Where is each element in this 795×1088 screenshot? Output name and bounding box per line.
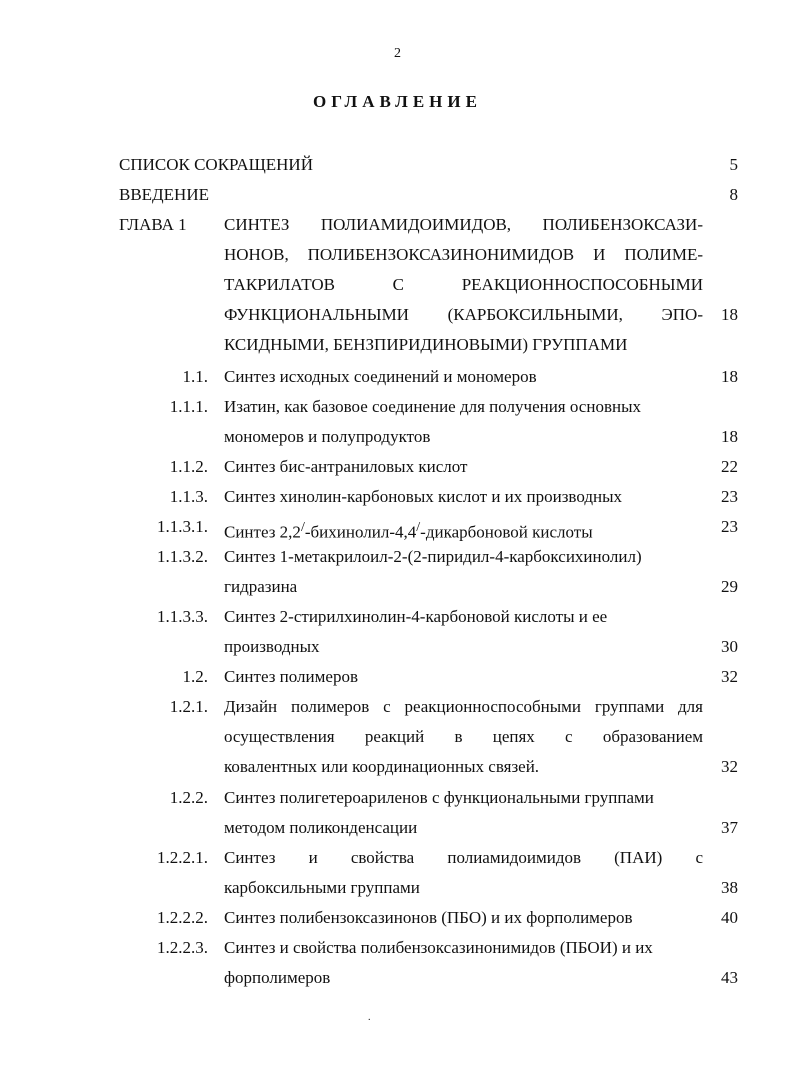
toc-section-page: 38: [721, 878, 738, 897]
toc-chapter1-line[interactable]: НОНОВ, ПОЛИБЕНЗОКСАЗИНОНИМИДОВ И ПОЛИМЕ-: [224, 245, 703, 264]
page-title: ОГЛАВЛЕНИЕ: [313, 92, 482, 111]
toc-section-number: 1.2.2.3.: [157, 938, 208, 957]
toc-section-text[interactable]: мономеров и полупродуктов: [224, 427, 431, 446]
toc-section-text[interactable]: Синтез полибензоксазинонов (ПБО) и их форполимеров: [224, 908, 633, 927]
toc-section-number: 1.1.3.2.: [157, 547, 208, 566]
toc-text-part: -бихинолил-4,4: [304, 522, 417, 542]
toc-entry-intro-label[interactable]: ВВЕДЕНИЕ: [119, 185, 209, 204]
toc-section-page: 23: [721, 487, 738, 506]
toc-text-part: Синтез 2,2: [224, 522, 301, 542]
toc-section-page: 43: [721, 968, 738, 987]
toc-section-page: 29: [721, 577, 738, 596]
toc-entry-abbr-page: 5: [729, 155, 738, 174]
toc-section-number: 1.2.2.: [169, 788, 208, 807]
toc-text-part: -дикарбоновой кислоты: [420, 522, 593, 542]
toc-section-number: 1.2.: [182, 667, 208, 686]
toc-section-text[interactable]: методом поликонденсации: [224, 818, 418, 837]
toc-section-text[interactable]: Синтез бис-антраниловых кислот: [224, 457, 468, 476]
toc-section-number: 1.1.2.: [169, 457, 208, 476]
toc-section-page: 32: [721, 667, 738, 686]
toc-section-number: 1.2.2.1.: [157, 848, 208, 867]
toc-section-number: 1.1.3.3.: [157, 607, 208, 626]
toc-section-number: 1.2.2.2.: [157, 908, 208, 927]
toc-section-text[interactable]: Синтез и свойства полиамидоимидов (ПАИ) с: [224, 848, 703, 867]
toc-section-number: 1.1.: [182, 367, 208, 386]
toc-section-text[interactable]: Синтез хинолин-карбоновых кислот и их производных: [224, 487, 623, 506]
toc-section-text[interactable]: осуществления реакций в цепях с образованием: [224, 727, 703, 746]
toc-section-number: 1.1.3.: [169, 487, 208, 506]
toc-section-text[interactable]: гидразина: [224, 577, 298, 596]
toc-chapter1-number: ГЛАВА 1: [119, 215, 187, 234]
toc-chapter1-line[interactable]: ТАКРИЛАТОВ С РЕАКЦИОННОСПОСОБНЫМИ: [224, 275, 703, 294]
toc-section-number: 1.1.1.: [169, 397, 208, 416]
toc-section-page: 30: [721, 637, 738, 656]
toc-section-text[interactable]: Синтез и свойства полибензоксазинонимидов (ПБОИ) и их: [224, 938, 653, 957]
toc-section-text[interactable]: карбоксильными группами: [224, 878, 420, 897]
prime-mark: /: [416, 519, 421, 535]
toc-section-text[interactable]: ковалентных или координационных связей.: [224, 757, 540, 776]
toc-section-number: 1.1.3.1.: [157, 517, 208, 536]
toc-section-number: 1.2.1.: [169, 697, 208, 716]
toc-section-page: 40: [721, 908, 738, 927]
toc-chapter1-line[interactable]: СИНТЕЗ ПОЛИАМИДОИМИДОВ, ПОЛИБЕНЗОКСАЗИ-: [224, 215, 703, 234]
toc-entry-abbr-label[interactable]: СПИСОК СОКРАЩЕНИЙ: [119, 155, 313, 174]
page-number: 2: [394, 46, 401, 61]
toc-section-text[interactable]: Синтез полигетероариленов с функциональными группами: [224, 788, 654, 807]
toc-section-text[interactable]: Синтез 1-метакрилоил-2-(2-пиридил-4-карбоксихинолил): [224, 547, 642, 566]
toc-section-text[interactable]: Синтез исходных соединений и мономеров: [224, 367, 537, 386]
toc-section-page: 23: [721, 517, 738, 536]
toc-section-page: 18: [721, 427, 738, 446]
toc-chapter1-line[interactable]: КСИДНЫМИ, БЕНЗПИРИДИНОВЫМИ) ГРУППАМИ: [224, 335, 628, 354]
toc-chapter1-line[interactable]: ФУНКЦИОНАЛЬНЫМИ (КАРБОКСИЛЬНЫМИ, ЭПО-: [224, 305, 703, 324]
toc-section-text[interactable]: Изатин, как базовое соединение для получения основных: [224, 397, 641, 416]
toc-section-page: 32: [721, 757, 738, 776]
toc-section-text[interactable]: Синтез полимеров: [224, 667, 358, 686]
toc-entry-intro-page: 8: [729, 185, 738, 204]
toc-section-page: 18: [721, 367, 738, 386]
toc-section-text[interactable]: производных: [224, 637, 320, 656]
toc-chapter1-page: 18: [721, 305, 738, 324]
toc-section-text[interactable]: Синтез 2-стирилхинолин-4-карбоновой кислоты и ее: [224, 607, 608, 626]
toc-section-page: 22: [721, 457, 738, 476]
toc-section-text[interactable]: Дизайн полимеров с реакционноспособными группами для: [224, 697, 703, 716]
toc-section-page: 37: [721, 818, 738, 837]
toc-section-text[interactable]: форполимеров: [224, 968, 331, 987]
footer-mark: .: [368, 1012, 371, 1023]
prime-mark: /: [300, 519, 305, 535]
